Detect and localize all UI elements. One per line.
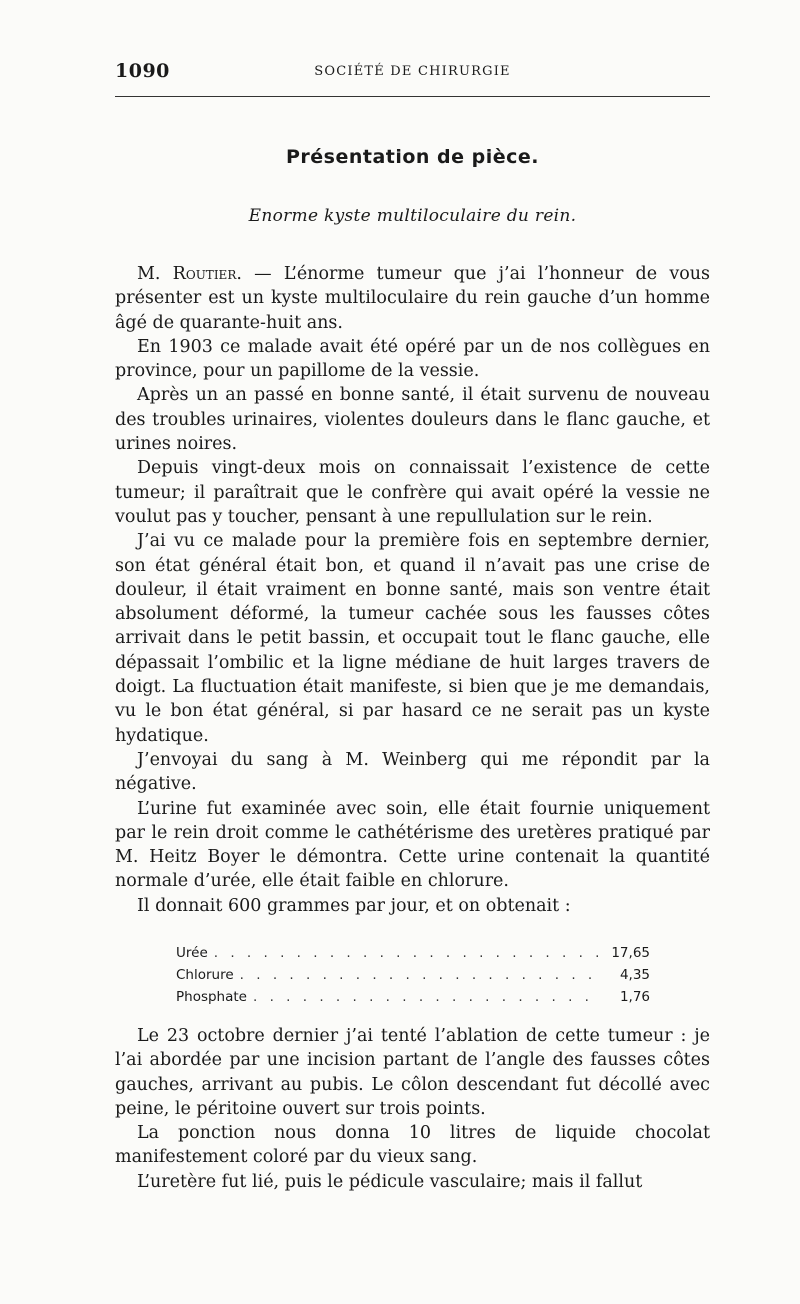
leader-dots — [214, 942, 600, 964]
leader-dots — [253, 986, 600, 1008]
paragraph-text: — L’énorme tumeur que j’ai l’honneur de vous présenter est un kyste multiloculaire du rein gauche d’un homme âgé de quarante-huit ans. — [115, 264, 710, 333]
page-number: 1090 — [115, 60, 170, 82]
table-row — [176, 986, 650, 1008]
urine-analysis-table — [176, 942, 650, 1008]
paragraph: J’envoyai du sang à M. Weinberg qui me répondit par la négative. — [115, 749, 710, 795]
paragraph — [115, 262, 710, 335]
row-label: Phosphate — [176, 989, 247, 1005]
page-header — [115, 60, 710, 88]
paragraph: En 1903 ce malade avait été opéré par un de nos collègues en province, pour un papillome de la vessie. — [115, 336, 710, 382]
paragraph: Après un an passé en bonne santé, il était survenu de nouveau des troubles urinaires, violentes douleurs dans le flanc gauche, et urines noires. — [115, 385, 710, 455]
section-title: Présentation de pièce. — [285, 146, 540, 168]
article-subtitle: Enorme kyste multiloculaire du rein. — [248, 206, 577, 226]
leader-dots — [240, 964, 600, 986]
paragraph: L’urine fut examinée avec soin, elle était fournie uniquement par le rein droit comme le cathétérisme des uretères pratiqué par M. Heitz Boyer le démontra. Cette urine contenait la quantité normale d’urée, elle était faible en chlorure. — [115, 798, 710, 892]
row-label: Urée — [176, 945, 208, 961]
paragraph: L’uretère fut lié, puis le pédicule vasculaire; mais il fallut — [137, 1171, 643, 1192]
table-row — [176, 964, 650, 986]
header-rule — [115, 96, 710, 97]
row-label: Chlorure — [176, 967, 234, 983]
author-name: M. Routier. — [137, 264, 242, 284]
paragraph: Depuis vingt-deux mois on connaissait l’existence de cette tumeur; il paraîtrait que le confrère qui avait opéré la vessie ne voulut pas y toucher, pensant à une repullulation sur le rein. — [115, 458, 710, 527]
paragraph: La ponction nous donna 10 litres de liquide chocolat manifestement coloré par du vieux sang. — [115, 1123, 710, 1168]
paragraph: Il donnait 600 grammes par jour, et on obtenait : — [137, 895, 571, 916]
row-value: 4,35 — [619, 967, 650, 983]
body-text — [115, 262, 710, 918]
row-value: 1,76 — [619, 989, 650, 1005]
body-text-continued — [115, 1024, 710, 1194]
running-head: SOCIÉTÉ DE CHIRURGIE — [314, 64, 511, 79]
row-value: 17,65 — [611, 945, 650, 961]
paragraph: J’ai vu ce malade pour la première fois en septembre dernier, son état général était bon, et quand il n’avait pas une crise de douleur, il était vraiment en bonne santé, mais son ventre était absolument déformé, la tumeur cachée sous les fausses côtes arrivait dans le petit bassin, et occupait tout le flanc gauche, elle dépassait l’ombilic et la ligne médiane de huit larges travers de doigt. La fluctuation était manifeste, si bien que je me demandais, vu le bon état général, si par hasard ce ne serait pas un kyste hydatique. — [115, 531, 710, 746]
table-row — [176, 942, 650, 964]
paragraph: Le 23 octobre dernier j’ai tenté l’ablation de cette tumeur : je l’ai abordée par une incision partant de l’angle des fausses côtes gauches, arrivant au pubis. Le côlon descendant fut décollé avec peine, le péritoine ouvert sur trois points. — [115, 1026, 710, 1119]
